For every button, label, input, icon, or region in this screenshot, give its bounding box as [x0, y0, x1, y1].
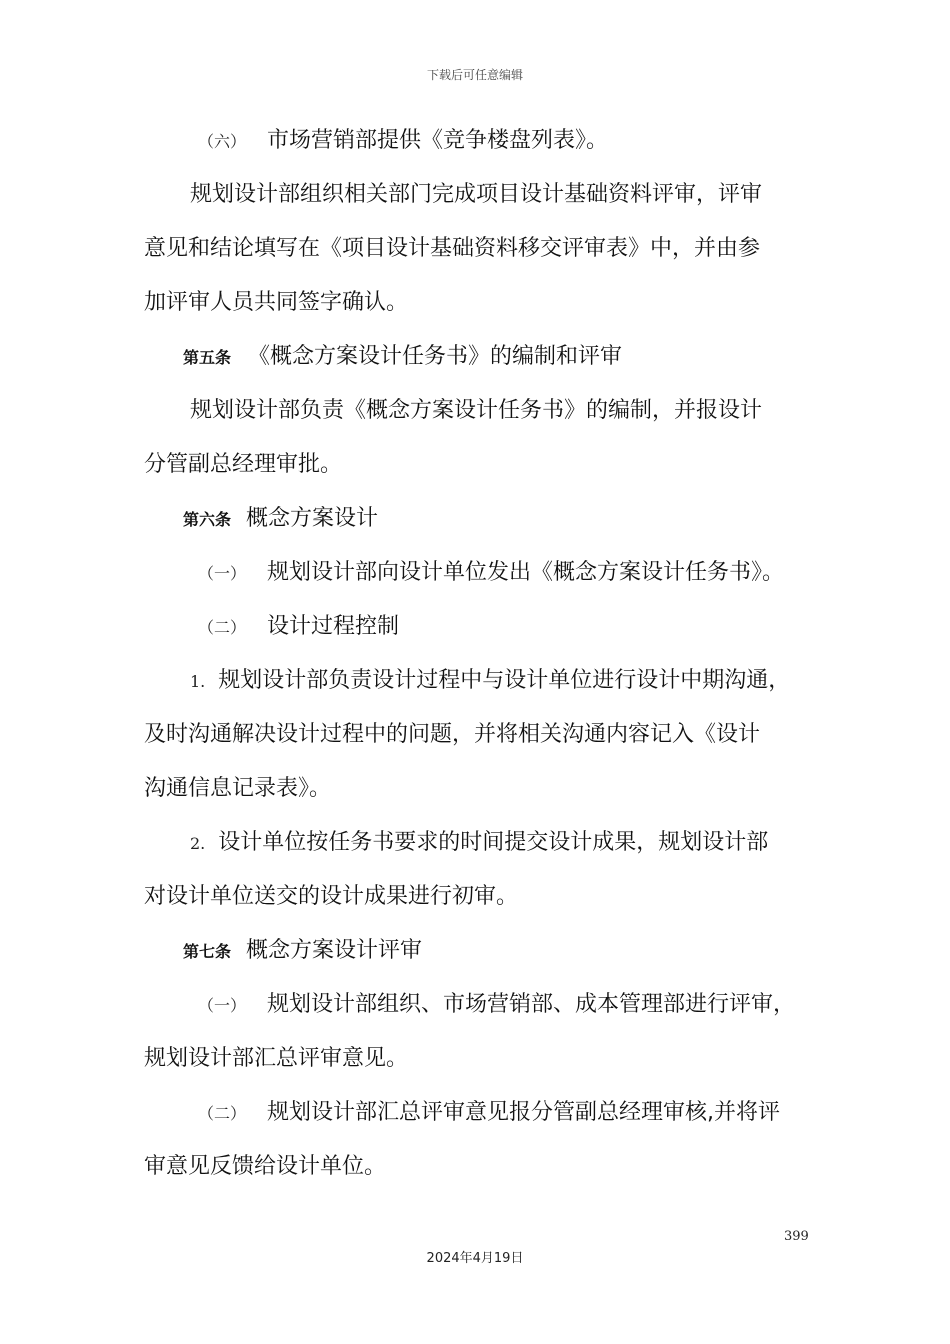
article-heading — [183, 342, 622, 373]
paragraph-line — [190, 828, 768, 859]
article-number: 第六条 — [183, 510, 232, 529]
item-prefix: 1. — [190, 672, 206, 691]
paragraph-line: 对设计单位送交的设计成果进行初审。 — [144, 884, 519, 909]
paragraph-text: 规划设计部负责设计过程中与设计单位进行设计中期沟通， — [218, 668, 791, 693]
page-number: 399 — [784, 1229, 809, 1244]
paragraph-text: 规划设计部汇总评审意见报分管副总经理审核,并将评 — [267, 1100, 781, 1125]
paragraph-text: 规划设计部组织、市场营销部、成本管理部进行评审， — [267, 992, 796, 1017]
paragraph-line — [198, 990, 795, 1021]
footer-date: 2024年4月19日 — [426, 1251, 524, 1266]
item-prefix: （二） — [198, 618, 247, 637]
paragraph — [198, 558, 784, 589]
paragraph-line: 规划设计部负责《概念方案设计任务书》的编制，并报设计 — [190, 398, 763, 423]
paragraph-text: 市场营销部提供《竞争楼盘列表》。 — [267, 128, 609, 153]
item-prefix: （六） — [198, 132, 247, 151]
paragraph-line: 分管副总经理审批。 — [144, 452, 343, 477]
paragraph-line: 沟通信息记录表》。 — [144, 776, 332, 801]
paragraph-text: 设计单位按任务书要求的时间提交设计成果，规划设计部 — [218, 830, 769, 855]
paragraph-line: 及时沟通解决设计过程中的问题，并将相关沟通内容记入《设计 — [144, 722, 761, 747]
article-title: 概念方案设计评审 — [246, 938, 423, 963]
article-number: 第七条 — [183, 942, 232, 961]
paragraph-text: 设计过程控制 — [267, 614, 400, 639]
paragraph-line: 审意见反馈给设计单位。 — [144, 1154, 387, 1179]
paragraph-line: 意见和结论填写在《项目设计基础资料移交评审表》中，并由参 — [144, 236, 761, 261]
article-title: 《概念方案设计任务书》的编制和评审 — [248, 344, 623, 369]
paragraph-line: 规划设计部汇总评审意见。 — [144, 1046, 409, 1071]
paragraph-line — [198, 1098, 780, 1129]
paragraph-line — [190, 666, 790, 697]
paragraph-line: 加评审人员共同签字确认。 — [144, 290, 409, 315]
item-prefix: （一） — [198, 564, 247, 583]
paragraph-line: 规划设计部组织相关部门完成项目设计基础资料评审，评审 — [190, 182, 763, 207]
item-prefix: （一） — [198, 996, 247, 1015]
article-heading — [183, 936, 422, 967]
article-title: 概念方案设计 — [246, 506, 379, 531]
item-prefix: 2. — [190, 834, 206, 853]
page-header: 下载后可任意编辑 — [426, 68, 523, 82]
article-number: 第五条 — [183, 348, 232, 367]
item-prefix: （二） — [198, 1104, 247, 1123]
paragraph — [198, 126, 608, 157]
paragraph-text: 规划设计部向设计单位发出《概念方案设计任务书》。 — [267, 560, 785, 585]
article-heading — [183, 504, 378, 535]
paragraph — [198, 612, 399, 643]
